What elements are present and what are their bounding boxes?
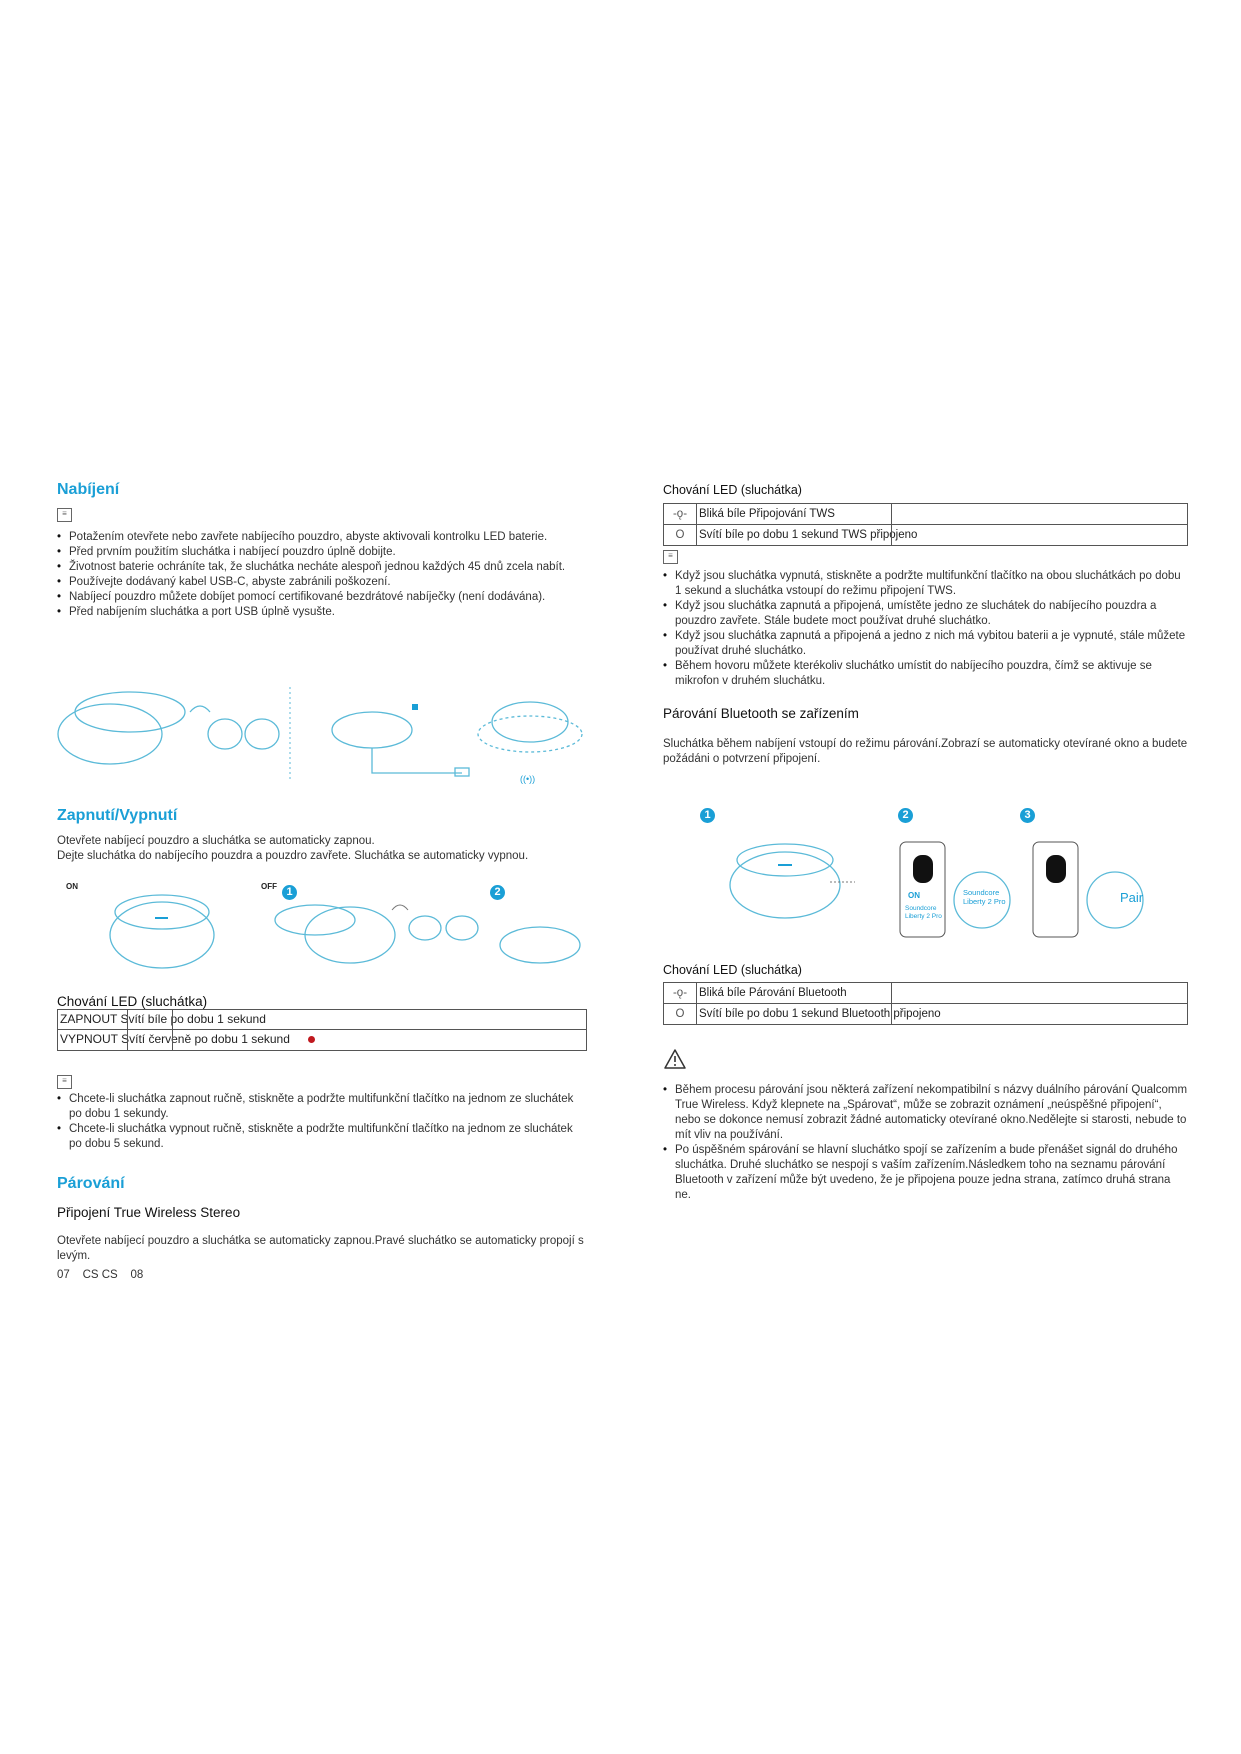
power-notes bbox=[57, 1092, 577, 1152]
list-item: • Životnost baterie ochráníte tak, že sluchátka necháte alespoň jednou každých 45 dnů zcela nabít. bbox=[57, 560, 577, 575]
list-item: • Před nabíjením sluchátka a port USB úplně vysušte. bbox=[57, 605, 577, 620]
device-name-label: Soundcore Liberty 2 Pro bbox=[905, 905, 942, 920]
step-1-badge: 1 bbox=[282, 885, 297, 900]
bt-text: Sluchátka během nabíjení vstoupí do režimu párování.Zobrazí se automaticky otevírané okno a budete požádáni o potvrzení připojení. bbox=[663, 738, 1188, 765]
blink-icon: -ǫ- bbox=[664, 983, 697, 1004]
red-led-icon bbox=[308, 1036, 315, 1043]
led-heading-left: Chování LED (sluchátka) bbox=[57, 994, 208, 1009]
tws-notes bbox=[663, 569, 1188, 689]
charging-illustration bbox=[50, 682, 610, 792]
list-item: • Před prvním použitím sluchátka i nabíjecí pouzdro úplně dobijte. bbox=[57, 545, 577, 560]
svg-text:((•)): ((•)) bbox=[520, 774, 536, 784]
led-heading-bt: Chování LED (sluchátka) bbox=[663, 963, 802, 977]
bluetooth-toggle-on: ON bbox=[908, 891, 920, 900]
list-item: • Když jsou sluchátka zapnutá a připojená a jedno z nich má vybitou baterii a je vypnuté, stále můžete používat druhé sluchátko. bbox=[663, 629, 1188, 659]
led-table-left bbox=[57, 1009, 587, 1051]
blink-icon: -ǫ- bbox=[664, 504, 697, 525]
pair-button-illustration: Pair bbox=[1120, 890, 1144, 905]
note-icon: ≡ bbox=[57, 1075, 72, 1089]
step-3-badge: 3 bbox=[1020, 808, 1035, 823]
led-table-bt bbox=[663, 982, 1188, 1025]
warning-bullets bbox=[663, 1083, 1188, 1203]
table-row: -ǫ- Bliká bíle Připojování TWS bbox=[664, 504, 1188, 525]
table-row: O Svítí bíle po dobu 1 sekund Bluetooth připojeno bbox=[664, 1004, 1188, 1025]
tws-text: Otevřete nabíjecí pouzdro a sluchátka se automaticky zapnou.Pravé sluchátko se automaticky propojí s levým. bbox=[57, 1235, 584, 1262]
power-heading: Zapnutí/Vypnutí bbox=[57, 807, 178, 824]
charging-heading: Nabíjení bbox=[57, 481, 120, 498]
device-name-zoom: Soundcore Liberty 2 Pro bbox=[963, 888, 1006, 906]
bt-pairing-illustration bbox=[720, 830, 1160, 940]
led-heading-tws: Chování LED (sluchátka) bbox=[663, 483, 802, 497]
list-item: • Během procesu párování jsou některá zařízení nekompatibilní s názvy duálního párování Qualcomm True Wireless. Když klepnete na „Spárovat“, může se zobrazit oznámení „neúspěšné připojení“, nebo se dokonce nemusí zobrazit žádné automaticky otevírané okno.Nedělejte si starosti, nebude to mít vliv na používání. bbox=[663, 1083, 1188, 1143]
list-item: • Používejte dodávaný kabel USB-C, abyste zabránili poškození. bbox=[57, 575, 577, 590]
note-icon: ≡ bbox=[57, 508, 72, 522]
note-icon: ≡ bbox=[663, 550, 678, 564]
warning-icon bbox=[663, 1048, 687, 1070]
pairing-heading: Párování bbox=[57, 1175, 125, 1192]
step-2-badge: 2 bbox=[490, 885, 505, 900]
circle-icon: O bbox=[664, 1004, 697, 1025]
off-label: OFF bbox=[261, 882, 277, 891]
led-table-tws bbox=[663, 503, 1188, 546]
circle-icon: O bbox=[664, 525, 697, 546]
list-item: • Chcete-li sluchátka vypnout ručně, stiskněte a podržte multifunkční tlačítko na jednom ze sluchátek po dobu 5 sekund. bbox=[57, 1122, 577, 1152]
table-row: -ǫ- Bliká bíle Párování Bluetooth bbox=[664, 983, 1188, 1004]
step-2-badge: 2 bbox=[898, 808, 913, 823]
table-row: O Svítí bíle po dobu 1 sekund TWS připojeno bbox=[664, 525, 1188, 546]
list-item: • Chcete-li sluchátka zapnout ručně, stiskněte a podržte multifunkční tlačítko na jednom ze sluchátek po dobu 1 sekundy. bbox=[57, 1092, 577, 1122]
table-row: ZAPNOUT Svítí bíle po dobu 1 sekund bbox=[58, 1010, 586, 1030]
list-item: • Během hovoru můžete kterékoliv sluchátko umístit do nabíjecího pouzdra, čímž se aktivuje se mikrofon v druhém sluchátku. bbox=[663, 659, 1188, 689]
list-item: • Když jsou sluchátka zapnutá a připojená, umístěte jedno ze sluchátek do nabíjecího pouzdra a pouzdro zavřete. Stále budete moct používat druhé sluchátko. bbox=[663, 599, 1188, 629]
power-line-2: Dejte sluchátka do nabíjecího pouzdra a pouzdro zavřete. Sluchátka se automaticky vypnou. bbox=[57, 850, 529, 862]
list-item: • Když jsou sluchátka vypnutá, stiskněte a podržte multifunkční tlačítko na obou sluchátkách po dobu 1 sekund a sluchátka vstoupí do režimu připojení TWS. bbox=[663, 569, 1188, 599]
step-1-badge: 1 bbox=[700, 808, 715, 823]
tws-subtitle: Připojení True Wireless Stereo bbox=[57, 1205, 241, 1220]
power-line-1: Otevřete nabíjecí pouzdro a sluchátka se automaticky zapnou. bbox=[57, 835, 375, 847]
on-label: ON bbox=[66, 882, 78, 891]
page-footer: 07 CS CS 08 bbox=[57, 1269, 144, 1281]
list-item: • Po úspěšném spárování se hlavní sluchátko spojí se zařízením a bude přenášet signál do druhého sluchátka. Druhé sluchátko se nespojí s vaším zařízením.Následkem toho na seznamu párování Bluetooth v zařízení může být uvedeno, že je připojena pouze jedna strana, zatímco druhá strana ne. bbox=[663, 1143, 1188, 1203]
power-illustration bbox=[100, 890, 590, 975]
table-row: VYPNOUT Svítí červeně po dobu 1 sekund bbox=[60, 1032, 290, 1046]
list-item: • Nabíjecí pouzdro můžete dobíjet pomocí certifikované bezdrátové nabíječky (není dodávána). bbox=[57, 590, 577, 605]
bt-heading: Párování Bluetooth se zařízením bbox=[663, 706, 859, 721]
list-item: • Potažením otevřete nebo zavřete nabíjecího pouzdro, abyste aktivovali kontrolku LED baterie. bbox=[57, 530, 577, 545]
charging-bullets bbox=[57, 530, 577, 620]
